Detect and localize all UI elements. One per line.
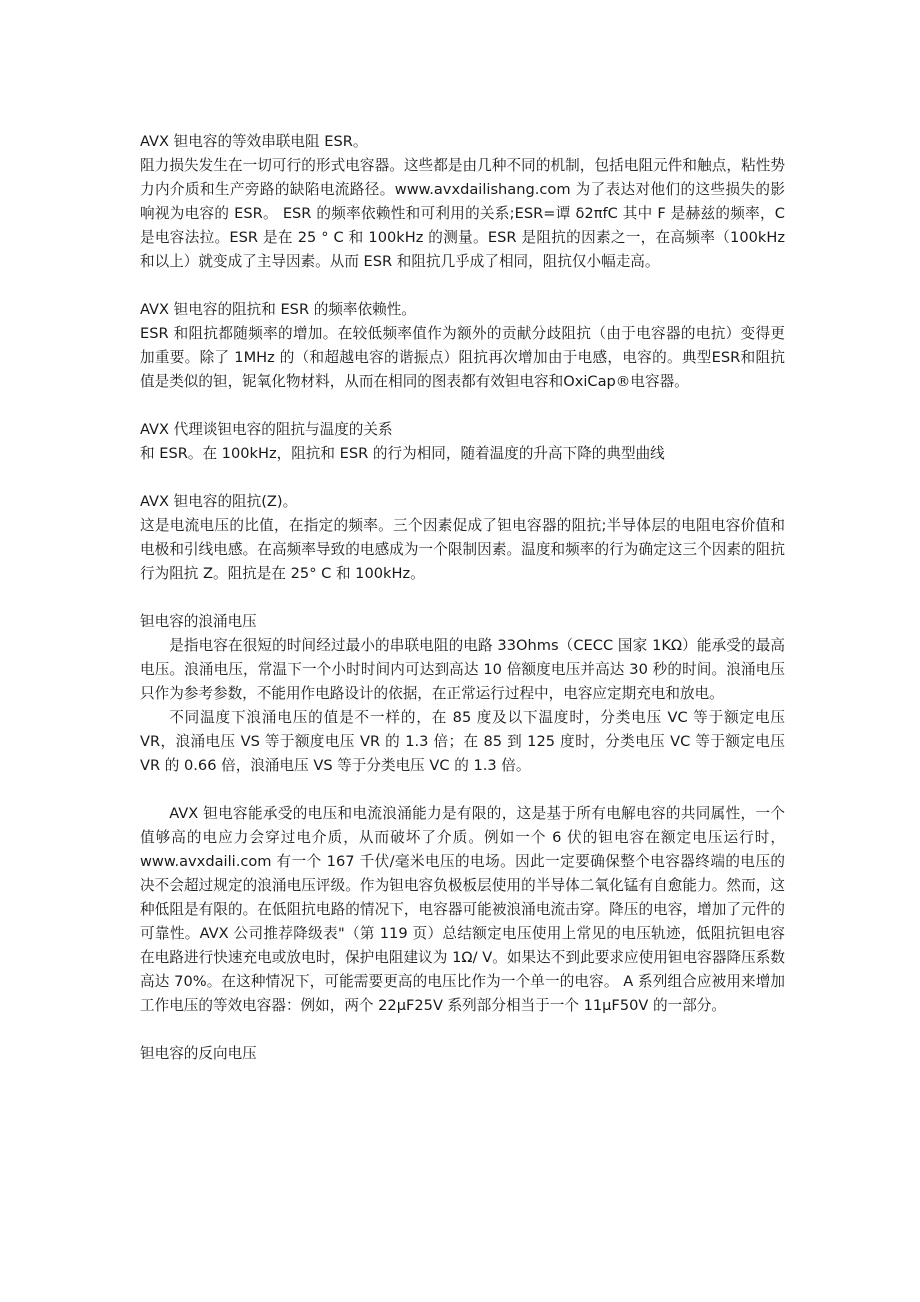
section-impedance-temperature — [140, 418, 785, 466]
section-heading: 钽电容的反向电压 — [140, 1045, 257, 1062]
section-paragraph: 不同温度下浪涌电压的值是不一样的，在 85 度及以下温度时，分类电压 VC 等于额定电压 VR，浪涌电压 VS 等于额度电压 VR 的 1.3 倍；在 85 到 125 度时，分类电压 VC 等于额定电压 VR 的 0.66 倍，浪涌电压 VS 等于分类电压 VC 的 1.3 倍。 — [140, 709, 785, 774]
section-esr — [140, 130, 785, 274]
section-heading: AVX 代理谈钽电容的阻抗与温度的关系 — [140, 421, 393, 438]
section-paragraph: 是指电容在很短的时间经过最小的串联电阻的电路 33Ohms（CECC 国家 1KΩ）能承受的最高电压。浪涌电压，常温下一个小时时间内可达到高达 10 倍额度电压并高达 30 秒的时间。浪涌电压只作为参考参数，不能用作电路设计的依据，在正常运行过程中，电容应定期充电和放电。 — [140, 637, 785, 702]
section-surge-voltage — [140, 610, 785, 778]
section-heading: AVX 钽电容的等效串联电阻 ESR。 — [140, 133, 368, 150]
section-impedance-esr-frequency — [140, 298, 785, 394]
document-page — [140, 130, 785, 1090]
section-impedance-z — [140, 490, 785, 586]
section-paragraph: 这是电流电压的比值，在指定的频率。三个因素促成了钽电容器的阻抗;半导体层的电阻电容价值和电极和引线电感。在高频率导致的电感成为一个限制因素。温度和频率的行为确定这三个因素的阻抗行为阻抗 Z。阻抗是在 25° C 和 100kHz。 — [140, 517, 785, 582]
section-heading: 钽电容的浪涌电压 — [140, 613, 257, 630]
section-paragraph: 阻力损失发生在一切可行的形式电容器。这些都是由几种不同的机制，包括电阻元件和触点，粘性势力内介质和生产旁路的缺陷电流路径。www.avxdailishang.com 为了表达对他们的这些损失的影响视为电容的 ESR。 ESR 的频率依赖性和可利用的关系;ESR=谭 δ2πfC 其中 F 是赫兹的频率，C 是电容法拉。ESR 是在 25 ° C 和 100kHz 的测量。ESR 是阻抗的因素之一，在高频率（100kHz 和以上）就变成了主导因素。从而 ESR 和阻抗几乎成了相同，阻抗仅小幅走高。 — [140, 157, 785, 270]
section-paragraph: 和 ESR。在 100kHz，阻抗和 ESR 的行为相同，随着温度的升高下降的典型曲线 — [140, 445, 665, 462]
section-paragraph: ESR 和阻抗都随频率的增加。在较低频率值作为额外的贡献分歧阻抗（由于电容器的电抗）变得更加重要。除了 1MHz 的（和超越电容的谐振点）阻抗再次增加由于电感，电容的。典型ESR和阻抗值是类似的钽，铌氧化物材料，从而在相同的图表都有效钽电容和OxiCap®电容器。 — [140, 325, 785, 390]
section-heading: AVX 钽电容的阻抗(Z)。 — [140, 493, 298, 510]
section-heading: AVX 钽电容的阻抗和 ESR 的频率依赖性。 — [140, 301, 416, 318]
section-paragraph: AVX 钽电容能承受的电压和电流浪涌能力是有限的，这是基于所有电解电容的共同属性，一个值够高的电应力会穿过电介质，从而破坏了介质。例如一个 6 伏的钽电容在额定电压运行时，www.avxdaili.com 有一个 167 千伏/毫米电压的电场。因此一定要确保整个电容器终端的电压的决不会超过规定的浪涌电压评级。作为钽电容负极板层使用的半导体二氧化锰有自愈能力。然而，这种低阻是有限的。在低阻抗电路的情况下，电容器可能被浪涌电流击穿。降压的电容，增加了元件的可靠性。AVX 公司推荐降级表"（第 119 页）总结额定电压使用上常见的电压轨迹，低阻抗钽电容在电路进行快速充电或放电时，保护电阻建议为 1Ω/ V。如果达不到此要求应使用钽电容器降压系数高达 70%。在这种情况下，可能需要更高的电压比作为一个单一的电容。 A 系列组合应被用来增加工作电压的等效电容器：例如，两个 22μF25V 系列部分相当于一个 11μF50V 的一部分。 — [140, 805, 785, 1014]
section-surge-capability — [140, 802, 785, 1018]
section-reverse-voltage — [140, 1042, 785, 1066]
